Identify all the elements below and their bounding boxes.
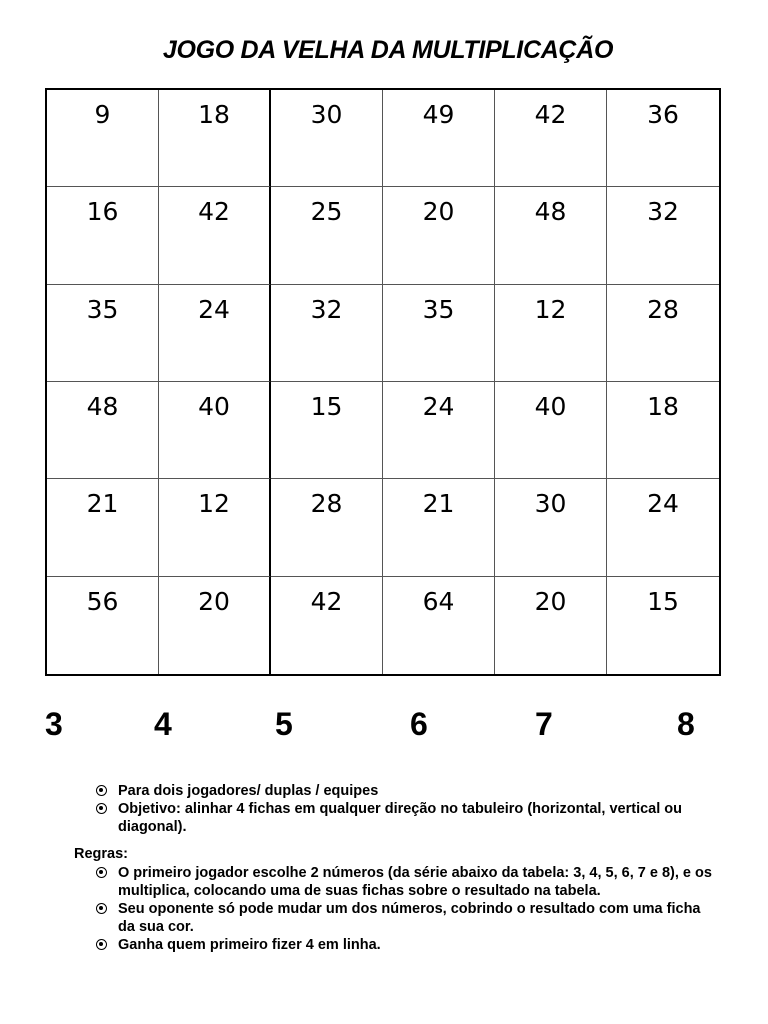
board-cell[interactable]: 28 bbox=[607, 285, 719, 382]
rules-list bbox=[96, 864, 716, 954]
board-cell[interactable]: 15 bbox=[647, 586, 679, 616]
rules-heading: Regras: bbox=[74, 846, 128, 862]
board-cell[interactable]: 30 bbox=[495, 479, 607, 576]
list-item bbox=[96, 782, 716, 800]
list-item bbox=[96, 900, 716, 936]
rule-text: O primeiro jogador escolhe 2 números (da série abaixo da tabela: 3, 4, 5, 6, 7 e 8), e os multiplica, colocando uma de suas fichas sobre o resultado na tabela. bbox=[118, 865, 712, 899]
bullet-circle-icon bbox=[96, 939, 107, 950]
board-cell[interactable]: 9 bbox=[47, 90, 159, 187]
board-cell[interactable]: 18 bbox=[159, 90, 271, 187]
board-cell[interactable]: 40 bbox=[159, 382, 271, 479]
board-cell[interactable]: 20 bbox=[159, 577, 271, 674]
board-cell[interactable]: 21 bbox=[383, 479, 495, 576]
board-cell[interactable]: 16 bbox=[47, 187, 159, 284]
bullet-circle-icon bbox=[96, 903, 107, 914]
board-cell[interactable]: 32 bbox=[271, 285, 383, 382]
bullet-circle-icon bbox=[96, 803, 107, 814]
page-title: JOGO DA VELHA DA MULTIPLICAÇÃO bbox=[162, 36, 614, 64]
board-cell[interactable]: 48 bbox=[47, 382, 159, 479]
board-cell[interactable]: 18 bbox=[607, 382, 719, 479]
board-cell[interactable]: 25 bbox=[271, 187, 383, 284]
list-item bbox=[96, 936, 716, 954]
board-cell[interactable]: 36 bbox=[607, 90, 719, 187]
board-cell[interactable]: 20 bbox=[383, 187, 495, 284]
board-cell[interactable]: 24 bbox=[383, 382, 495, 479]
board-cell[interactable]: 20 bbox=[495, 577, 607, 674]
bullet-circle-icon bbox=[96, 785, 107, 796]
multiplier-number[interactable]: 3 bbox=[45, 706, 63, 742]
info-text: Para dois jogadores/ duplas / equipes bbox=[118, 783, 379, 799]
multiplier-number[interactable]: 7 bbox=[535, 706, 553, 742]
list-item bbox=[96, 800, 716, 836]
board-cell[interactable]: 21 bbox=[47, 479, 159, 576]
board-cell[interactable]: 12 bbox=[495, 285, 607, 382]
board-cell[interactable]: 64 bbox=[383, 577, 495, 674]
board-cell[interactable]: 40 bbox=[495, 382, 607, 479]
board-cell[interactable]: 42 bbox=[271, 577, 383, 674]
board-cell[interactable]: 12 bbox=[159, 479, 271, 576]
board-cell[interactable]: 42 bbox=[495, 90, 607, 187]
multiplier-number[interactable]: 8 bbox=[677, 706, 695, 742]
multiplier-number[interactable]: 6 bbox=[410, 706, 428, 742]
bullet-circle-icon bbox=[96, 867, 107, 878]
board-cell[interactable]: 56 bbox=[47, 577, 159, 674]
rule-text: Ganha quem primeiro fizer 4 em linha. bbox=[118, 937, 381, 953]
board-cell[interactable]: 48 bbox=[495, 187, 607, 284]
board-cell[interactable]: 24 bbox=[159, 285, 271, 382]
info-text: Objetivo: alinhar 4 fichas em qualquer direção no tabuleiro (horizontal, vertical ou diagonal). bbox=[118, 801, 682, 835]
multiplication-board bbox=[45, 88, 721, 676]
board-cell[interactable]: 35 bbox=[383, 285, 495, 382]
rule-text: Seu oponente só pode mudar um dos números, cobrindo o resultado com uma ficha da sua cor. bbox=[118, 901, 701, 935]
multiplier-number[interactable]: 4 bbox=[154, 706, 172, 742]
board-cell[interactable]: 42 bbox=[159, 187, 271, 284]
multiplier-number[interactable]: 5 bbox=[275, 706, 293, 742]
board-cell[interactable]: 35 bbox=[47, 285, 159, 382]
list-item bbox=[96, 864, 716, 900]
board-cell[interactable]: 49 bbox=[383, 90, 495, 187]
board-cell[interactable]: 24 bbox=[607, 479, 719, 576]
board-cell[interactable]: 30 bbox=[271, 90, 383, 187]
board-cell[interactable]: 32 bbox=[607, 187, 719, 284]
board-cell[interactable]: 28 bbox=[271, 479, 383, 576]
multiplier-row bbox=[0, 706, 768, 750]
board-cell[interactable]: 15 bbox=[271, 382, 383, 479]
info-list bbox=[96, 782, 716, 836]
